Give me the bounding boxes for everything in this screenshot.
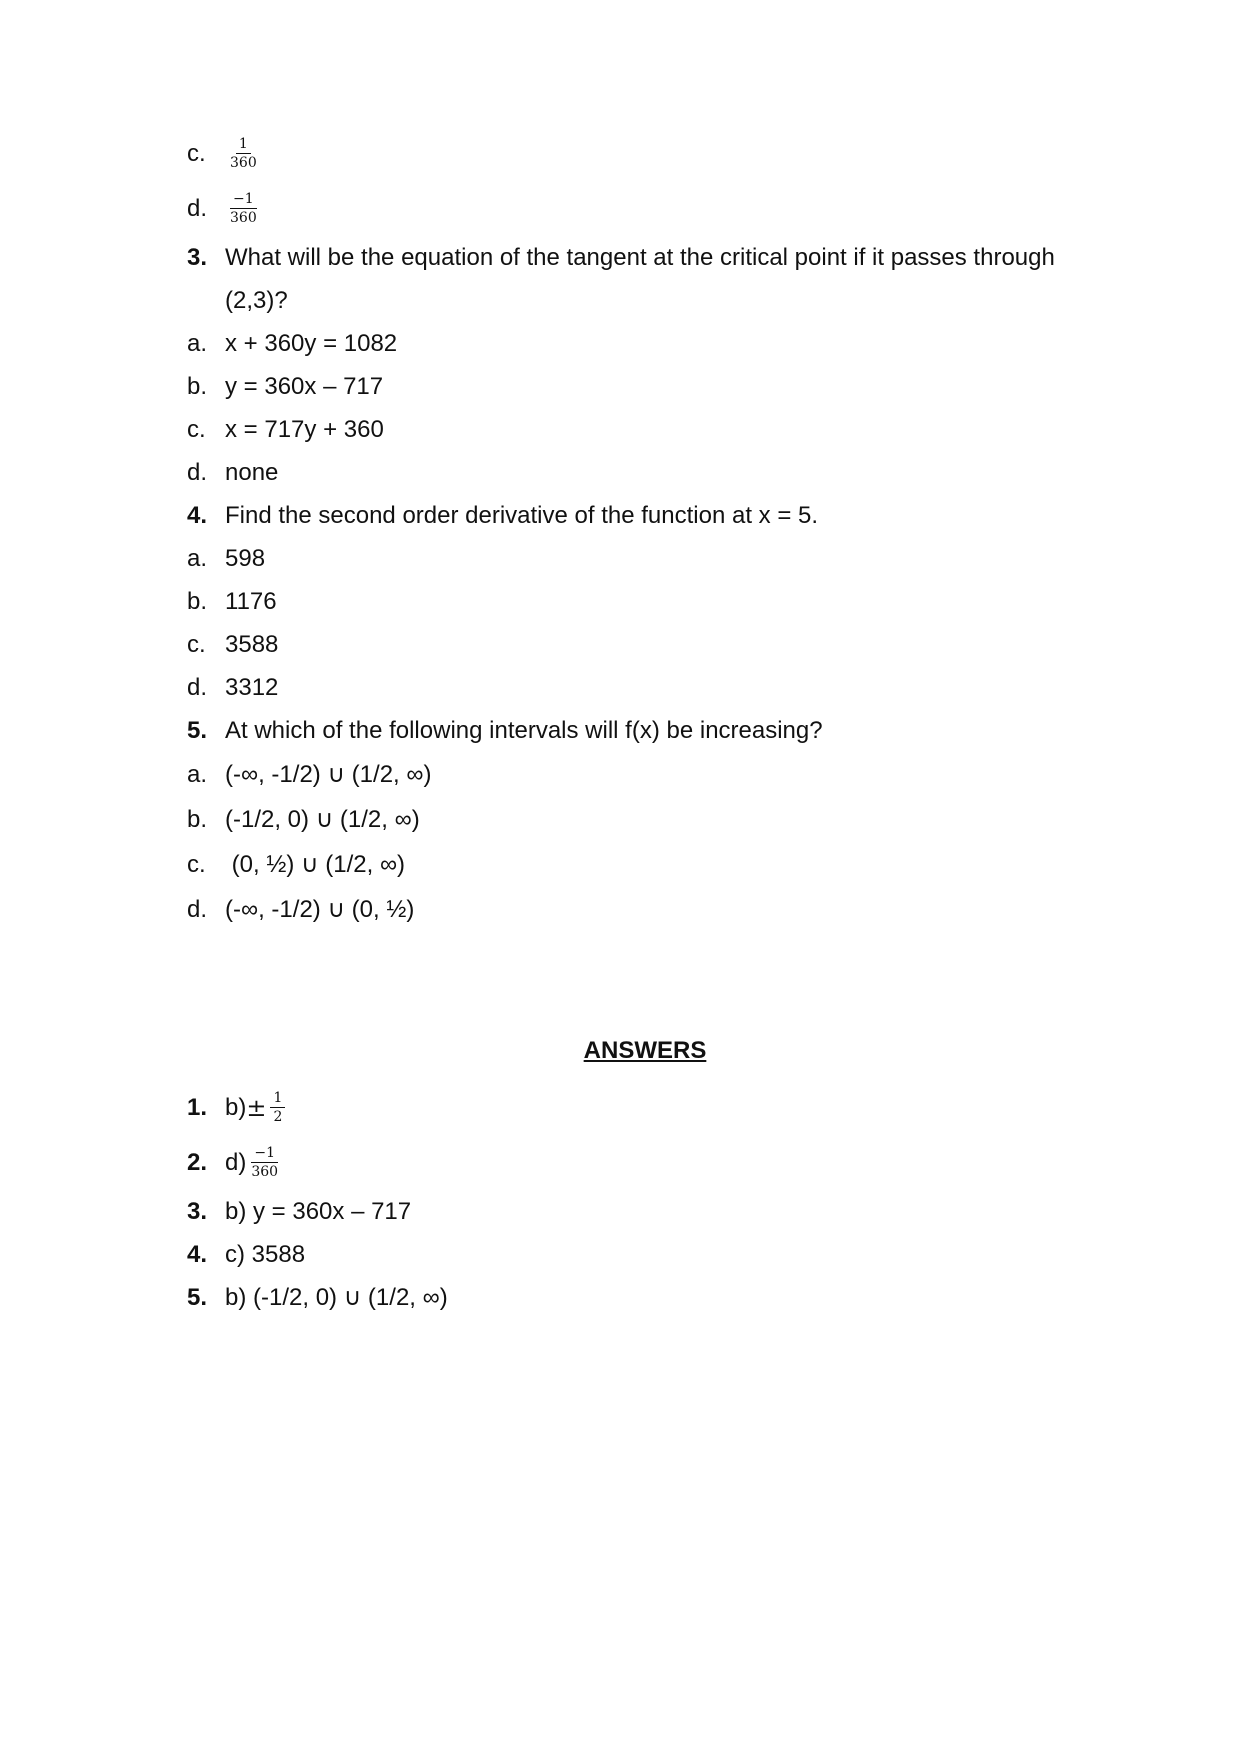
fraction [227, 136, 260, 171]
option-text: 598 [225, 545, 266, 572]
answer-4 [187, 1240, 305, 1270]
question-number: 4. [187, 502, 208, 529]
question-5 [187, 716, 823, 746]
option-marker: a. [187, 545, 208, 572]
option-marker: c. [187, 416, 206, 443]
question-number: 5. [187, 717, 208, 744]
answer-prefix: b) [225, 1093, 247, 1121]
q5-option-c [187, 850, 405, 880]
option-text: 3588 [225, 631, 279, 658]
option-marker: d. [187, 896, 208, 923]
q5-option-a [187, 760, 431, 790]
option-marker: b. [187, 588, 208, 615]
fraction-denominator: 2 [273, 1109, 283, 1125]
answer-number: 2. [187, 1148, 208, 1176]
option-text: x + 360y = 1082 [225, 330, 398, 357]
fraction-denominator: 360 [230, 155, 257, 171]
fraction [248, 1145, 281, 1180]
q4-option-d [187, 673, 278, 703]
answer-text: b) (-1/2, 0) ∪ (1/2, ∞) [225, 1284, 448, 1311]
question-4 [187, 501, 818, 531]
option-text: (-1/2, 0) ∪ (1/2, ∞) [225, 806, 420, 833]
option-text: y = 360x – 717 [225, 373, 384, 400]
fraction [270, 1090, 285, 1125]
fraction [227, 191, 260, 226]
fraction-denominator: 360 [230, 210, 257, 226]
answer-number: 5. [187, 1284, 208, 1311]
option-text: x = 717y + 360 [225, 416, 384, 443]
answer-text: b) y = 360x – 717 [225, 1198, 412, 1225]
option-text: none [225, 459, 279, 486]
option-marker: b. [187, 373, 208, 400]
fraction-numerator: 1 [270, 1090, 285, 1108]
q3-option-a [187, 329, 397, 359]
answer-prefix: d) [225, 1148, 247, 1176]
answer-5 [187, 1283, 448, 1313]
option-marker: a. [187, 330, 208, 357]
question-number: 3. [187, 244, 208, 271]
option-text: (-∞, -1/2) ∪ (1/2, ∞) [225, 761, 432, 788]
fraction-numerator: −1 [230, 191, 257, 209]
question-3-continuation: (2,3)? [225, 287, 288, 314]
option-text: 3312 [225, 674, 279, 701]
answer-text: c) 3588 [225, 1241, 306, 1268]
q5-option-b [187, 805, 420, 835]
answer-number: 3. [187, 1198, 208, 1225]
option-marker: d. [187, 674, 208, 701]
question-text: What will be the equation of the tangent at the critical point if it passes through [225, 244, 1055, 271]
option-marker: c. [187, 631, 206, 658]
option-marker: c. [187, 851, 206, 878]
q3-option-d [187, 458, 278, 488]
option-marker: b. [187, 806, 208, 833]
option-marker: a. [187, 761, 208, 788]
q4-option-b [187, 587, 277, 617]
fraction-denominator: 360 [251, 1164, 279, 1180]
q3-option-c [187, 415, 384, 445]
option-marker: d. [187, 194, 208, 222]
answer-2 [187, 1145, 281, 1180]
answers-heading: ANSWERS [583, 1037, 707, 1064]
fraction-numerator: 1 [236, 136, 251, 154]
option-text: 1176 [225, 588, 277, 615]
plus-minus-symbol: ± [246, 1093, 267, 1122]
answer-number: 4. [187, 1241, 208, 1268]
option-text: (-∞, -1/2) ∪ (0, ½) [225, 896, 415, 923]
q4-option-c [187, 630, 278, 660]
q5-option-d [187, 895, 414, 925]
option-d-prev [187, 191, 260, 226]
q3-option-b [187, 372, 383, 402]
option-marker: c. [187, 139, 206, 167]
answer-number: 1. [187, 1093, 208, 1121]
question-text: At which of the following intervals will f(x) be increasing? [225, 717, 823, 744]
q4-option-a [187, 544, 265, 574]
question-3 [187, 243, 1055, 273]
answer-3 [187, 1197, 411, 1227]
fraction-numerator: −1 [251, 1145, 278, 1163]
option-text: (0, ½) ∪ (1/2, ∞) [225, 851, 406, 878]
answer-1 [187, 1090, 285, 1125]
option-c-prev [187, 136, 260, 171]
option-marker: d. [187, 459, 208, 486]
question-text: Find the second order derivative of the function at x = 5. [225, 502, 819, 529]
